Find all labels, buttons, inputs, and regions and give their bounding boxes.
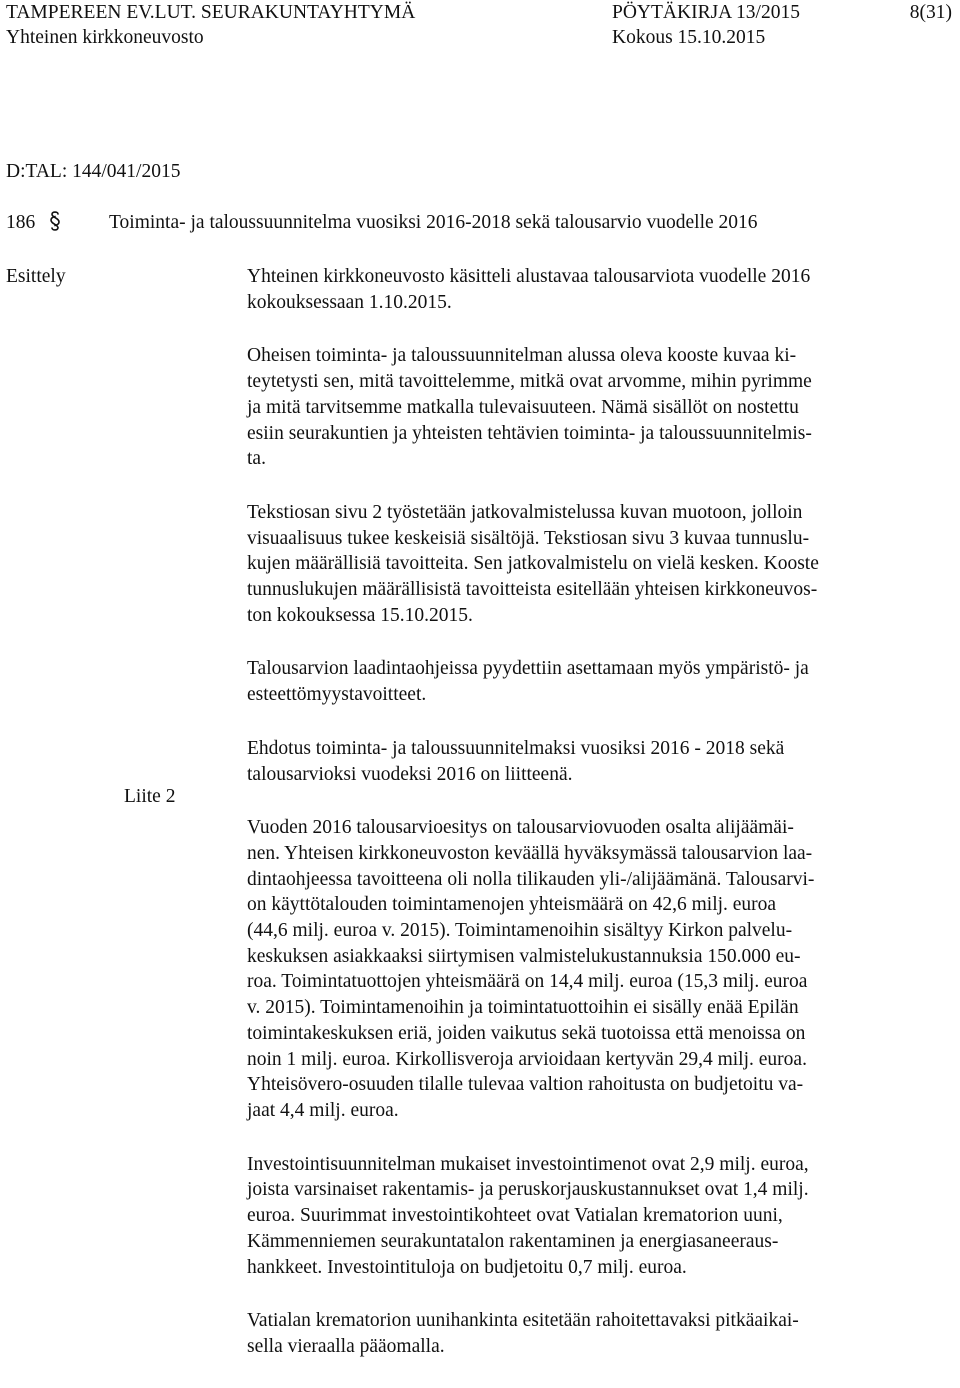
paragraph <box>247 500 917 629</box>
header-page-number: 8(31) <box>909 2 952 23</box>
header-left <box>6 0 415 50</box>
text-line: Yhteinen kirkkoneuvosto käsitteli alustavaa talousarviota vuodelle 2016 <box>247 266 811 287</box>
text-line: toimintakeskuksen eriä, joiden vaikutus sekä tuotoissa että menoissa on <box>247 1022 806 1044</box>
paragraph <box>247 1152 917 1281</box>
text-line: dintaohjeessa tavoitteena oli nolla tilikauden yli-/alijäämänä. Talousarvi- <box>247 868 815 890</box>
label-esittely: Esittely <box>6 266 66 287</box>
text-line: sella vieraalla pääomalla. <box>247 1335 445 1357</box>
text-line: Ehdotus toiminta- ja taloussuunnitelmaksi vuosiksi 2016 - 2018 sekä <box>247 737 785 759</box>
header-org: TAMPEREEN EV.LUT. SEURAKUNTAYHTYMÄ <box>6 2 416 23</box>
text-line: keskuksen asiakkaaksi siirtymisen valmistelukustannuksia 150.000 eu- <box>247 945 801 967</box>
text-line: jaat 4,4 milj. euroa. <box>247 1099 399 1121</box>
text-line: tunnuslukujen määrällisistä tavoitteista esitellään yhteisen kirkkoneuvos- <box>247 579 818 601</box>
text-line: Vuoden 2016 talousarvioesitys on talousarviovuoden osalta alijäämäi- <box>247 817 794 839</box>
text-line: Oheisen toiminta- ja taloussuunnitelman alussa oleva kooste kuvaa ki- <box>247 345 797 367</box>
paragraph <box>247 1308 917 1359</box>
text-line: esteettömyystavoitteet. <box>247 684 427 706</box>
body-text <box>247 264 917 1388</box>
text-line: talousarvioksi vuodeksi 2016 on liitteenä. <box>247 763 573 785</box>
text-line: ja mitä tarvitsemme matkalla tulevaisuuteen. Nämä sisällöt on nostettu <box>247 396 799 418</box>
text-line: Talousarvion laadintaohjeissa pyydettiin asettamaan myös ympäristö- ja <box>247 658 809 680</box>
text-line: hankkeet. Investointituloja on budjetoitu 0,7 milj. euroa. <box>247 1256 687 1278</box>
label-liite: Liite 2 <box>124 786 176 807</box>
header-doc: PÖYTÄKIRJA 13/2015 <box>612 2 800 23</box>
text-line: kujen määrällisiä tavoitteita. Sen jatkovalmistelu on vielä kesken. Kooste <box>247 553 819 575</box>
text-line: esiin seurakuntien ja yhteisten tehtävien toiminta- ja taloussuunnitelmis- <box>247 422 812 444</box>
text-line: Vatialan krematorion uunihankinta esitetään rahoitettavaksi pitkäaikai- <box>247 1310 799 1332</box>
header-middle <box>612 0 800 50</box>
text-line: nen. Yhteisen kirkkoneuvoston keväällä hyväksymässä talousarvion laa- <box>247 842 813 864</box>
paragraph <box>247 264 917 315</box>
diary-number: D:TAL: 144/041/2015 <box>6 161 181 182</box>
text-line: kokouksessaan 1.10.2015. <box>247 291 452 313</box>
header-body: Yhteinen kirkkoneuvosto <box>6 27 204 48</box>
paragraph <box>247 343 917 472</box>
text-line: Investointisuunnitelman mukaiset investointimenot ovat 2,9 milj. euroa, <box>247 1153 809 1175</box>
text-line: noin 1 milj. euroa. Kirkollisveroja arvioidaan kertyvän 29,4 milj. euroa. <box>247 1048 807 1070</box>
section-sign-icon <box>48 210 64 235</box>
paragraph <box>247 736 917 787</box>
header-meeting: Kokous 15.10.2015 <box>612 27 766 48</box>
text-line: roa. Toimintatuottojen yhteismäärä on 14,4 milj. euroa (15,3 milj. euroa <box>247 971 808 993</box>
text-line: (44,6 milj. euroa v. 2015). Toimintamenoihin sisältyy Kirkon palvelu- <box>247 920 793 942</box>
text-line: ta. <box>247 448 266 470</box>
text-line: euroa. Suurimmat investointikohteet ovat Vatialan krematorion uuni, <box>247 1205 783 1227</box>
text-line: ton kokouksessa 15.10.2015. <box>247 604 473 626</box>
text-line: visuaalisuus tukee keskeisiä sisältöjä. Tekstiosan sivu 3 kuvaa tunnuslu- <box>247 527 810 549</box>
text-line: Kämmenniemen seurakuntatalon rakentaminen ja energiasaneeraus- <box>247 1230 779 1252</box>
text-line: on käyttötalouden toimintamenojen yhteismäärä on 42,6 milj. euroa <box>247 894 777 916</box>
text-line: v. 2015). Toimintamenoihin ja toimintatuottoihin ei sisälly enää Epilän <box>247 997 799 1019</box>
text-line: teytetysti sen, mitä tavoittelemme, mitkä ovat arvomme, mihin pyrimme <box>247 371 812 393</box>
section-number: 186 <box>6 212 36 233</box>
paragraph <box>247 815 917 1123</box>
section-title: Toiminta- ja taloussuunnitelma vuosiksi 2016-2018 sekä talousarvio vuodelle 2016 <box>109 212 758 233</box>
text-line: joista varsinaiset rakentamis- ja peruskorjauskustannukset ovat 1,4 milj. <box>247 1179 809 1201</box>
text-line: Tekstiosan sivu 2 työstetään jatkovalmistelussa kuvan muotoon, jolloin <box>247 501 803 523</box>
text-line: Yhteisövero-osuuden tilalle tulevaa valtion rahoitusta on budjetoitu va- <box>247 1074 804 1096</box>
section-heading <box>6 210 758 235</box>
paragraph <box>247 656 917 707</box>
